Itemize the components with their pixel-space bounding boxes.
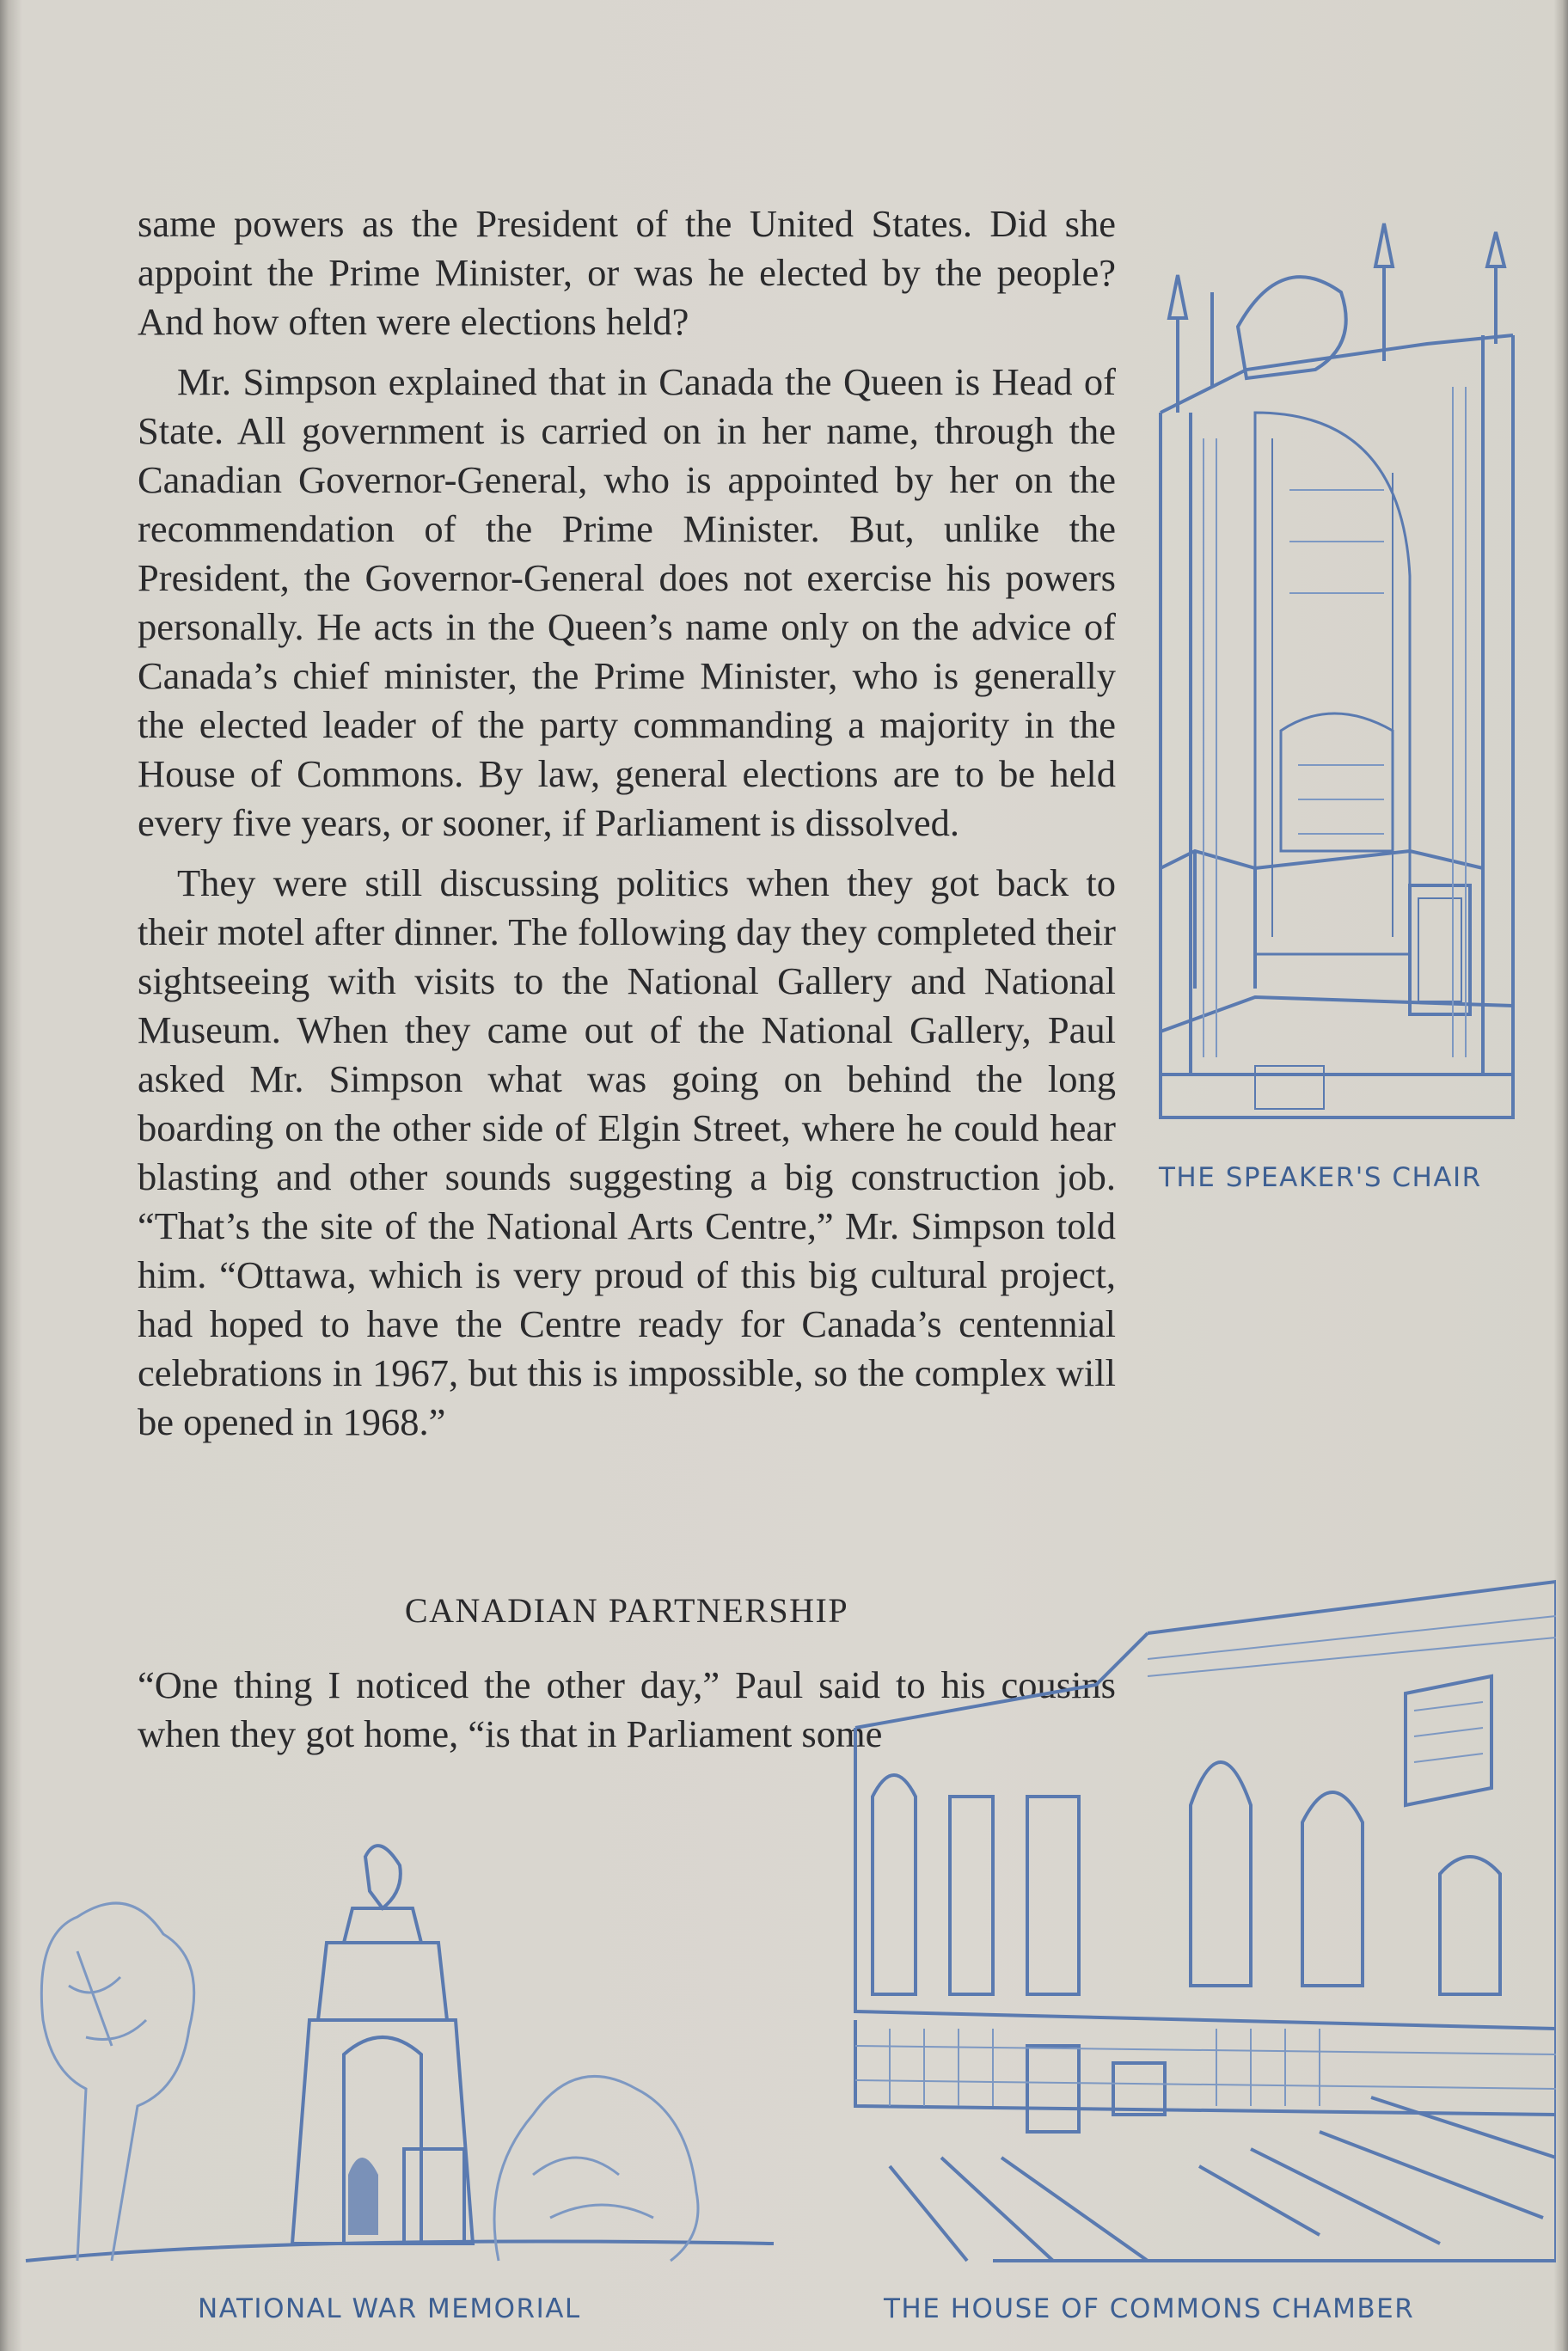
section-heading: CANADIAN PARTNERSHIP — [404, 1591, 849, 1630]
paragraph-2: Mr. Simpson explained that in Canada the Queen is Head of State. All government is carried on in her name, through the Canadian Governor-General, who is appointed by her on the recommendation of the Prime Minister. But, unlike the President, the Governor-General does not exercise his powers personally. He acts in the Queen’s name only on the advice of Canada’s chief minister, the Prime Minister, who is generally the elected leader of the party commanding a majority in the House of Commons. By law, general elections are to be held every five years, or sooner, if Parliament is dissolved. — [138, 360, 1116, 844]
commons-chamber-illustration — [838, 1564, 1556, 2278]
caption-speakers-chair: THE SPEAKER'S CHAIR — [1159, 1162, 1482, 1193]
page-edge — [1554, 0, 1568, 2351]
paragraph-3: They were still discussing politics when they got back to their motel after dinner. The following day they completed their sightseeing with visits to the National Gallery and National Museum. When they came out of the National Gallery, Paul asked Mr. Simpson what was going on behind the long boarding on the other side of Elgin Street, where he could hear blasting and other sounds suggesting a big construction job. “That’s the site of the National Arts Centre,” Mr. Simpson told him. “Ottawa, which is very proud of this big cultural project, had hoped to have the Centre ready for Canada’s centennial celebrations in 1967, but this is impossible, so the complex will be opened in 1968.” — [138, 861, 1116, 1443]
section-paragraph: “One thing I noticed the other day,” Paul said to his cousins when they got home, “is that in Parliament some — [138, 1663, 1116, 1755]
caption-war-memorial: NATIONAL WAR MEMORIAL — [198, 2293, 581, 2324]
war-memorial-illustration — [17, 1831, 782, 2287]
body-text — [138, 199, 1116, 1458]
caption-commons-chamber: THE HOUSE OF COMMONS CHAMBER — [884, 2293, 1415, 2324]
speakers-chair-illustration — [1143, 215, 1547, 1143]
paragraph-1: same powers as the President of the United States. Did she appoint the Prime Minister, or was he elected by the people? And how often were elections held? — [138, 202, 1116, 343]
